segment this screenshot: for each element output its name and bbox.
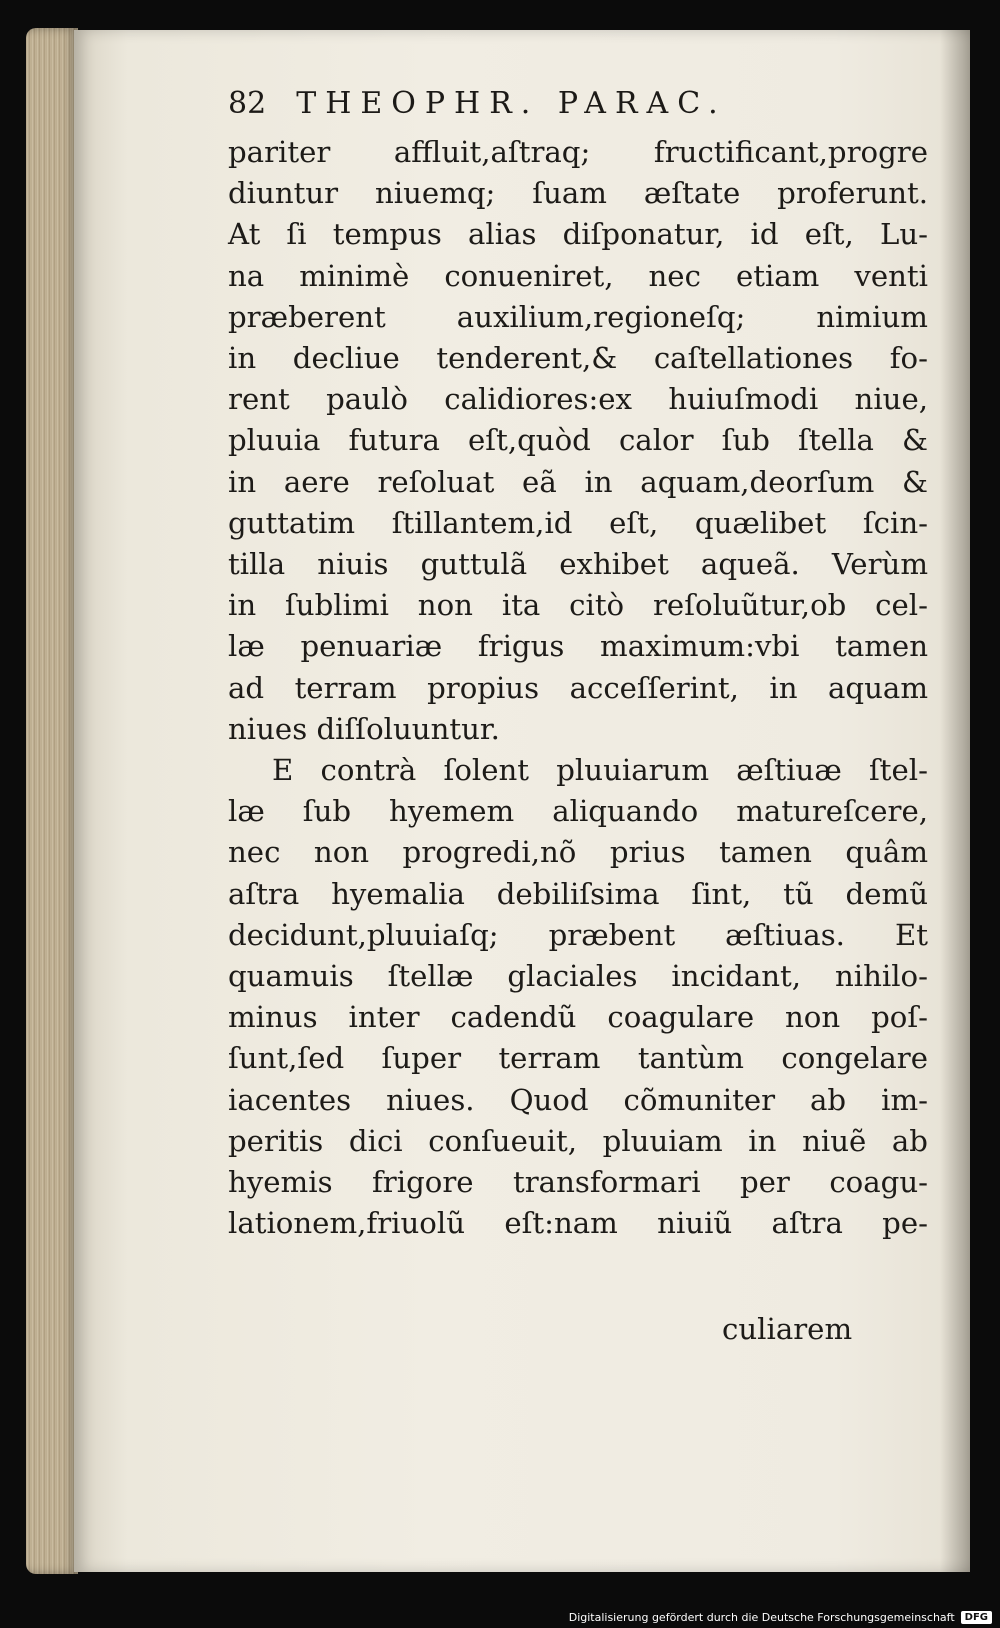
text-line: iacentes niues. Quod cõmuniter ab im-	[228, 1082, 928, 1117]
book-page-edges	[26, 28, 78, 1574]
text-line: præberent auxilium,regioneſq; nimium	[228, 299, 928, 334]
body-text	[228, 132, 928, 1244]
text-line: pluuia futura eſt,quòd calor ſub ſtella &	[228, 423, 928, 458]
text-line: aſtra hyemalia debiliſsima ſint, tũ demũ	[228, 876, 928, 911]
credit-text: Digitalisierung gefördert durch die Deutsche Forschungsgemeinschaft	[568, 1611, 955, 1624]
text-line: rent paulò calidiores:ex huiuſmodi niue,	[228, 382, 928, 417]
text-line: peritis dici conſueuit, pluuiam in niuẽ ab	[228, 1123, 928, 1158]
text-line: na minimè conueniret, nec etiam venti	[228, 258, 928, 293]
text-line: læ ſub hyemem aliquando matureſcere,	[228, 794, 928, 829]
text-line: At ſi tempus alias diſponatur, id eſt, Lu-	[228, 217, 928, 252]
text-line: ad terram propius acceſſerint, in aquam	[228, 670, 928, 705]
catchword: culiarem	[722, 1312, 853, 1346]
text-line: E contrà ſolent pluuiarum æſtiuæ ſtel-	[272, 753, 928, 788]
digitization-credit	[569, 1611, 992, 1624]
page-header	[228, 86, 868, 121]
text-line: niues diſſoluuntur.	[228, 711, 500, 746]
text-line: tilla niuis guttulã exhibet aqueã. Verùm	[228, 547, 928, 582]
text-line: nec non progredi,nõ prius tamen quâm	[228, 835, 928, 870]
page-number: 82	[228, 86, 267, 121]
text-line: læ penuariæ frigus maximum:vbi tamen	[228, 629, 928, 664]
text-line: in decliue tenderent,& caſtellationes fo-	[228, 341, 928, 376]
text-line: minus inter cadendũ coagulare non poſ-	[228, 1000, 928, 1035]
text-line: ſunt,ſed ſuper terram tantùm congelare	[228, 1041, 928, 1076]
text-line: in ſublimi non ita citò reſoluũtur,ob cel-	[228, 588, 928, 623]
text-line: hyemis frigore transformari per coagu-	[228, 1165, 928, 1200]
text-line: in aere reſoluat eã in aquam,deorſum &	[228, 464, 928, 499]
text-line: lationem,friuolũ eſt:nam niuiũ aſtra pe-	[228, 1206, 928, 1241]
text-line: quamuis ſtellæ glaciales incidant, nihilo-	[228, 959, 928, 994]
running-head: THEOPHR. PARAC.	[296, 86, 727, 121]
text-line: pariter affluit,aſtraq; fructificant,progre	[228, 135, 928, 169]
dfg-logo-icon: DFG	[961, 1611, 992, 1624]
gutter-shadow	[940, 30, 970, 1572]
text-line: decidunt,pluuiaſq; præbent æſtiuas. Et	[228, 917, 928, 952]
text-line: guttatim ſtillantem,id eſt, quælibet ſcin-	[228, 505, 928, 540]
text-line: diuntur niuemq; ſuam æſtate proferunt.	[228, 176, 928, 211]
